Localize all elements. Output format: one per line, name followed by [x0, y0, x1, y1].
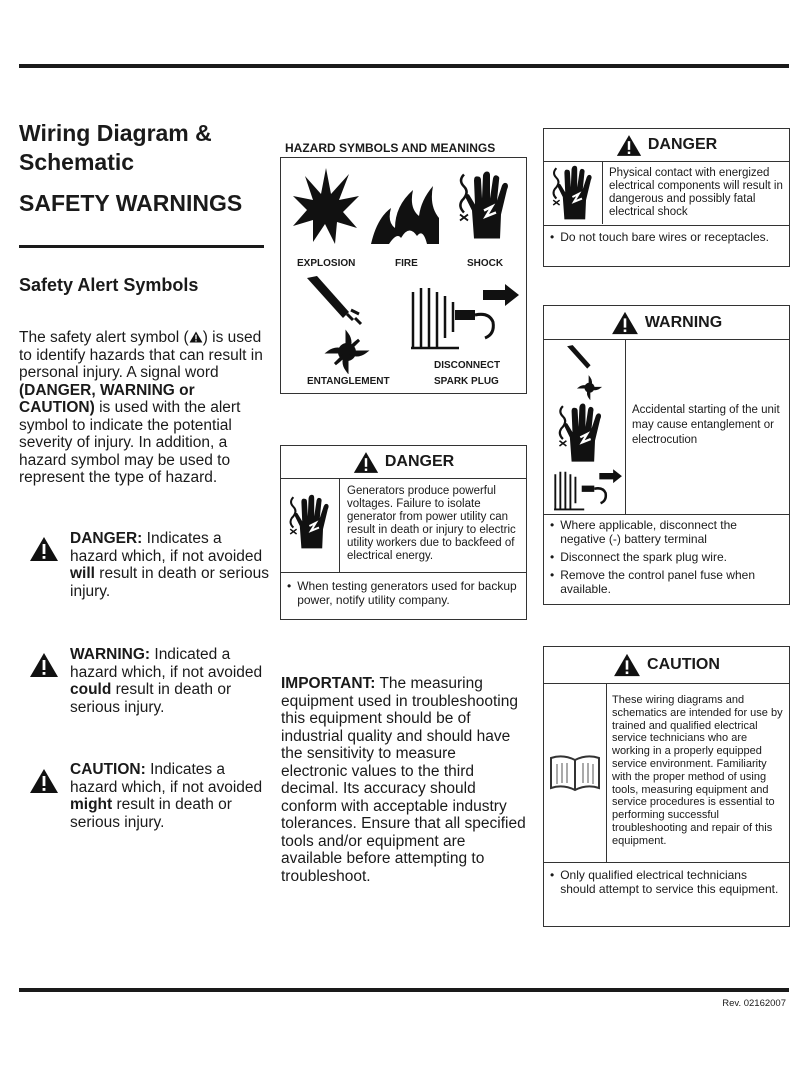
list-item: • When testing generators used for backup power, notify utility company.: [287, 579, 517, 607]
bottom-rule: [19, 988, 789, 992]
danger-box-header: DANGER: [281, 446, 526, 479]
list-item: • Only qualified electrical technicians should attempt to service this equipment.: [550, 868, 779, 896]
shock-hand-icon: [556, 402, 608, 464]
hazard-symbols-title: HAZARD SYMBOLS AND MEANINGS: [285, 141, 496, 155]
disconnect-label: DISCONNECT: [434, 360, 501, 371]
list-item: • Disconnect the spark plug wire.: [550, 550, 727, 564]
warning-definition: WARNING: Indicated a hazard which, if not avoided could result in death or serious injury.: [70, 646, 263, 716]
warning-box: [543, 305, 790, 605]
danger-box-generators: [280, 445, 527, 620]
list-item: • Remove the control panel fuse when available.: [550, 568, 755, 596]
danger-box-text: Physical contact with energized electrical components will result in dangerous and possibly fatal electrical shock: [609, 167, 783, 218]
danger-box-bullets: [550, 230, 782, 248]
danger-definition: DANGER: Indicates a hazard which, if not avoided will result in death or serious injury.: [70, 530, 270, 600]
safety-alert-heading: Safety Alert Symbols: [19, 275, 199, 295]
manual-book-icon: [549, 752, 601, 792]
list-item: • Where applicable, disconnect the negative (-) battery terminal: [550, 518, 737, 546]
revision-label: Rev. 02162007: [722, 998, 786, 1009]
shock-hand-icon: [287, 493, 335, 551]
alert-triangle-icon: [189, 331, 203, 343]
section-rule: [19, 245, 264, 248]
danger-box-bullets: [287, 579, 519, 611]
alert-triangle-icon: [611, 311, 639, 335]
danger-box-picture: [281, 479, 340, 573]
entanglement-label: ENTANGLEMENT: [307, 376, 390, 387]
top-rule: [19, 64, 789, 68]
caution-box-picture: [544, 684, 607, 862]
warning-alert-icon: [29, 652, 59, 678]
caution-box: [543, 646, 790, 927]
caution-box-bullets: [550, 868, 784, 900]
important-note: IMPORTANT: The measuring equipment used in troubleshooting this equipment should be of industrial quality and should have the sensitivity to measure electronic values to the third decimal. Its accuracy should conform with acceptable industry tolerances. Ensure that all specified tools and/or equipment are available before attempting to troubleshoot.: [281, 675, 526, 885]
warning-box-text: Accidental starting of the unit may cause entanglement or electrocution: [632, 404, 780, 446]
hazard-symbols-panel: [280, 157, 527, 394]
disconnect-spark-plug-icon: [409, 282, 521, 352]
danger-box-electrical: [543, 128, 790, 267]
danger-alert-icon: [29, 536, 59, 562]
caution-alert-icon: [29, 768, 59, 794]
warning-box-picture: [544, 340, 626, 514]
shock-label: SHOCK: [467, 258, 504, 269]
alert-triangle-icon: [353, 451, 379, 474]
warning-box-bullets: [550, 518, 784, 600]
entanglement-icon: [303, 274, 375, 374]
shock-hand-icon: [550, 164, 598, 222]
spark-plug-label: SPARK PLUG: [434, 376, 499, 387]
caution-definition: CAUTION: Indicates a hazard which, if not avoided might result in death or serious injury.: [70, 761, 263, 831]
alert-triangle-icon: [616, 134, 642, 157]
entanglement-icon: [560, 344, 610, 400]
list-item: • Do not touch bare wires or receptacles.: [550, 230, 769, 244]
fire-label: FIRE: [395, 258, 418, 269]
fire-icon: [369, 178, 441, 246]
disconnect-spark-plug-icon: [552, 468, 624, 512]
page-subtitle: SAFETY WARNINGS: [19, 190, 243, 216]
warning-box-header: WARNING: [544, 306, 789, 340]
danger-box-header: DANGER: [544, 129, 789, 162]
intro-paragraph: The safety alert symbol ( ) is used to identify hazards that can result in personal injury. A signal word (DANGER, WARNING or CAUTION) is used with the alert symbol to indicate the potential severity of injury. In addition, a hazard symbol may be used to represent the type of hazard.: [19, 329, 263, 486]
danger-box-text: Generators produce powerful voltages. Failure to isolate generator from power utility can result in death or injury to electric utility workers due to backfeed of electrical energy.: [347, 485, 516, 562]
caution-box-text: These wiring diagrams and schematics are intended for use by trained and qualified electrical service technicians who are working in a properly equipped service environment. Familiarity with the proper method of using tools, measuring equipment and service procedures is essential to performing successful troubleshooting and repair of this equipment.: [612, 694, 783, 847]
page-title: Wiring Diagram & Schematic: [19, 120, 212, 175]
explosion-icon: [291, 166, 361, 246]
shock-hand-icon: [456, 168, 516, 243]
caution-box-header: CAUTION: [544, 647, 789, 684]
alert-triangle-icon: [613, 653, 641, 677]
explosion-label: EXPLOSION: [297, 258, 356, 269]
danger-box-picture: [544, 162, 603, 224]
